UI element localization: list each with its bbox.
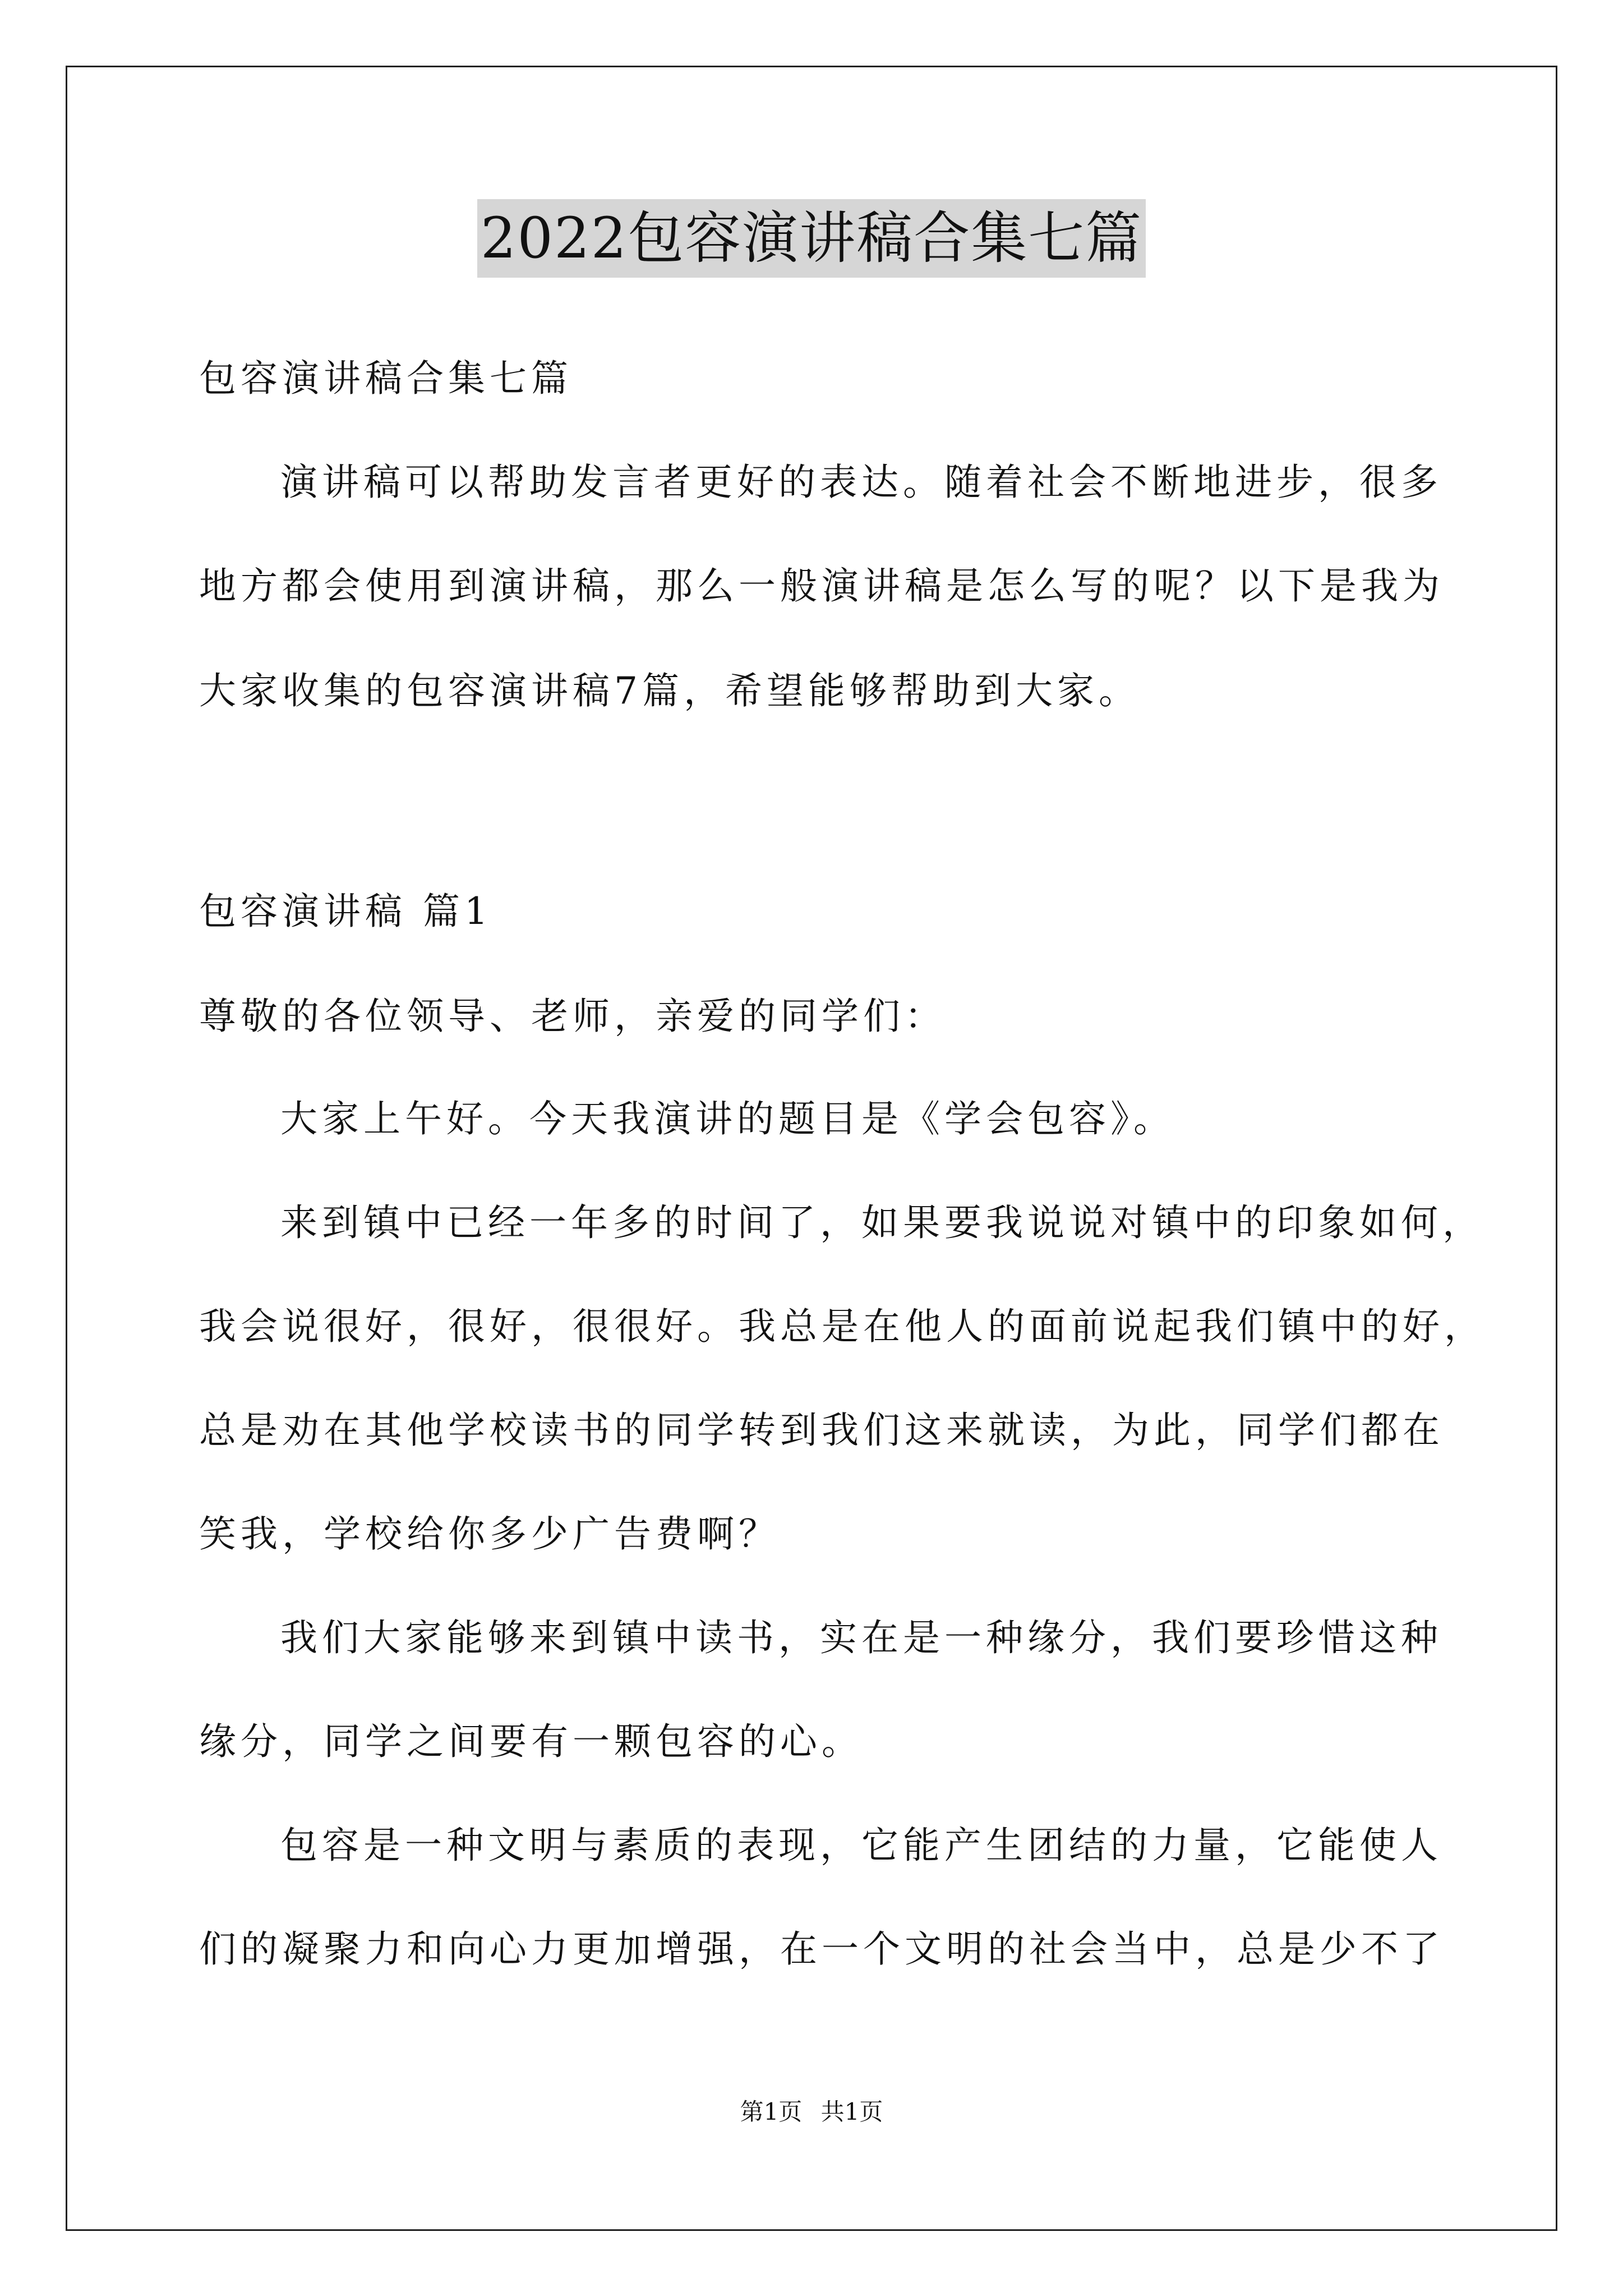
document-title: 2022包容演讲稿合集七篇 <box>477 199 1146 278</box>
paragraph-line: 演讲稿可以帮助发言者更好的表达。随着社会不断地进步，很多 <box>280 461 1442 504</box>
paragraph-line: 们的凝聚力和向心力更加增强，在一个文明的社会当中，总是少不了 <box>199 1927 1444 1971</box>
title-container <box>0 199 1623 278</box>
subtitle: 包容演讲稿合集七篇 <box>199 357 573 400</box>
paragraph-line: 我会说很好，很好，很很好。我总是在他人的面前说起我们镇中的好， <box>199 1305 1486 1348</box>
page-footer <box>0 2095 1623 2129</box>
paragraph-line: 大家上午好。今天我演讲的题目是《学会包容》。 <box>280 1097 1175 1140</box>
section-heading: 包容演讲稿 篇1 <box>199 890 492 933</box>
page-number: 第1页 <box>740 2098 803 2125</box>
paragraph-line: 缘分，同学之间要有一颗包容的心。 <box>199 1720 863 1763</box>
salutation: 尊敬的各位领导、老师，亲爱的同学们： <box>199 995 946 1038</box>
paragraph-line: 地方都会使用到演讲稿，那么一般演讲稿是怎么写的呢？以下是我为 <box>199 564 1444 608</box>
paragraph-line: 我们大家能够来到镇中读书，实在是一种缘分，我们要珍惜这种 <box>280 1616 1442 1659</box>
total-pages: 共1页 <box>820 2098 883 2125</box>
paragraph-line: 大家收集的包容演讲稿7篇，希望能够帮助到大家。 <box>199 669 1140 712</box>
paragraph-line: 包容是一种文明与素质的表现，它能产生团结的力量，它能使人 <box>280 1824 1442 1867</box>
paragraph-line: 总是劝在其他学校读书的同学转到我们这来就读，为此，同学们都在 <box>199 1409 1444 1452</box>
paragraph-line: 笑我，学校给你多少广告费啊？ <box>199 1512 780 1556</box>
paragraph-line: 来到镇中已经一年多的时间了，如果要我说说对镇中的印象如何， <box>280 1201 1484 1244</box>
